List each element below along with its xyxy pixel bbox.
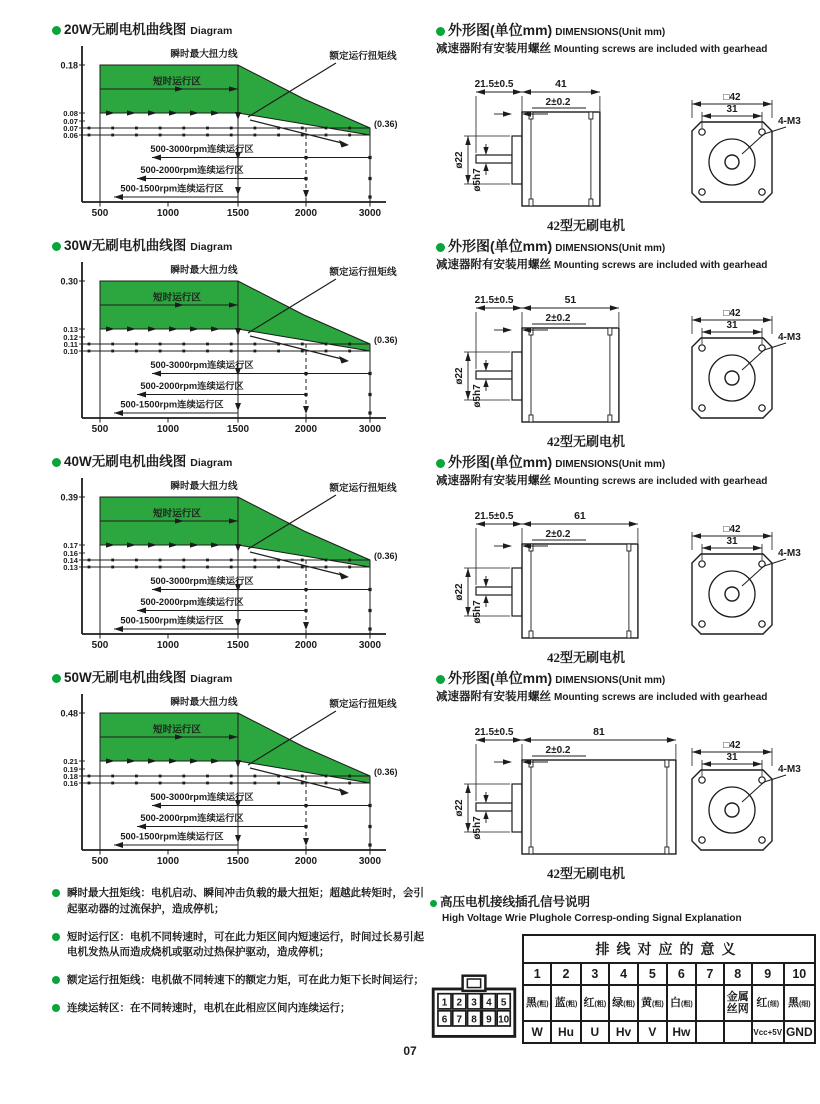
chart-title-text: 20W无刷电机曲线图 [64,22,187,37]
svg-text:短时运行区: 短时运行区 [153,76,201,88]
signal-cell: Vcc+5V [752,1021,784,1043]
svg-text:额定运行扭矩线: 额定运行扭矩线 [329,699,397,710]
svg-text:0.07: 0.07 [63,123,78,133]
pin-number-cell: 9 [752,963,784,985]
chart-title-en: Diagram [190,25,233,37]
bullet-icon [52,458,61,467]
bullet-icon [436,27,445,36]
svg-text:51: 51 [564,294,577,306]
note-item [52,1001,434,1017]
dim-subtitle-en: Mounting screws are included with gearhead [554,44,768,55]
outline-drawing-51 [436,272,806,450]
svg-text:ø22: ø22 [454,583,465,601]
dim-block-4 [436,668,814,884]
dim-subtitle-en: Mounting screws are included with gearhead [554,692,768,703]
chart-block-30w [52,236,430,452]
svg-text:0.16: 0.16 [63,548,78,558]
dim-title-en: DIMENSIONS(Unit mm) [555,243,666,254]
svg-text:21.5±0.5: 21.5±0.5 [474,295,514,306]
dim-title-cn: 外形图(单位mm) [448,670,553,686]
dim-subtitle-cn: 减速器附有安装用螺丝 [436,259,551,271]
signal-cell: U [581,1021,609,1043]
svg-text:0.08: 0.08 [63,108,78,118]
wire-color-cell: 红(粗) [581,985,609,1021]
svg-text:□42: □42 [723,308,741,319]
svg-text:瞬时最大扭力线: 瞬时最大扭力线 [170,265,238,276]
wire-color-cell: 黑(粗) [523,985,551,1021]
svg-text:31: 31 [726,536,738,547]
pin-number-cell: 2 [551,963,580,985]
svg-text:9: 9 [486,1014,492,1026]
svg-text:4-M3: 4-M3 [778,764,801,775]
outline-drawing-41 [436,56,806,234]
svg-text:(0.36): (0.36) [374,551,398,561]
chart-title-text: 50W无刷电机曲线图 [64,670,187,685]
bullet-icon [52,1004,60,1012]
dim-block-3 [436,452,814,668]
svg-text:短时运行区: 短时运行区 [153,292,201,304]
svg-text:(0.36): (0.36) [374,119,398,129]
pin-number-cell: 3 [581,963,609,985]
dim-block-1 [436,20,814,236]
svg-text:5: 5 [500,997,507,1009]
svg-text:42型无刷电机: 42型无刷电机 [546,866,626,881]
svg-text:0.18: 0.18 [60,60,78,71]
svg-text:ø5h7: ø5h7 [472,600,483,624]
svg-text:□42: □42 [723,524,741,535]
bullet-icon [52,976,60,984]
dim-title [436,236,814,256]
svg-text:1500: 1500 [226,424,250,435]
chart-title-text: 40W无刷电机曲线图 [64,454,187,469]
svg-text:0.13: 0.13 [63,562,78,572]
signal-cell: V [638,1021,666,1043]
charts-column [52,20,430,884]
note-text: 短时运行区：电机不同转速时，可在此力矩区间内短速运行，时间过长易引起电机发热从而造成烧机或驱动过热保护驱动，造成停机； [67,930,424,959]
svg-text:(0.36): (0.36) [374,767,398,777]
dim-subtitle-cn: 减速器附有安装用螺丝 [436,691,551,703]
note-item [52,886,434,918]
svg-text:额定运行扭矩线: 额定运行扭矩线 [329,267,397,278]
chart-title [52,668,430,688]
svg-text:0.17: 0.17 [63,540,78,550]
signal-cell: Hv [609,1021,638,1043]
wire-color-cell: 金属丝网 [724,985,752,1021]
svg-text:2000: 2000 [294,208,318,219]
svg-text:1000: 1000 [156,856,180,867]
svg-text:500-1500rpm连续运行区: 500-1500rpm连续运行区 [120,615,224,626]
bullet-icon [52,889,60,897]
signal-cell: W [523,1021,551,1043]
bullet-icon [436,675,445,684]
dim-title-cn: 外形图(单位mm) [448,454,553,470]
svg-text:(0.36): (0.36) [374,335,398,345]
dim-subtitle-cn: 减速器附有安装用螺丝 [436,43,551,55]
page-number: 07 [403,1044,417,1058]
svg-text:7: 7 [456,1014,463,1026]
pin-number-cell: 1 [523,963,551,985]
chart-title-en: Diagram [190,673,233,685]
chart-title-en: Diagram [190,457,233,469]
dim-subtitle [436,472,814,488]
wire-color-cell: 绿(粗) [609,985,638,1021]
bullet-icon [430,900,437,907]
svg-text:6: 6 [441,1014,448,1026]
chart-title [52,236,430,256]
note-item [52,973,434,989]
svg-text:500-2000rpm连续运行区: 500-2000rpm连续运行区 [140,597,244,607]
pin-number-cell: 6 [667,963,697,985]
svg-text:1500: 1500 [226,208,250,219]
plug-signal-section [430,894,816,1044]
svg-text:3000: 3000 [358,856,382,867]
svg-text:0.19: 0.19 [63,764,78,774]
plug-title-cn: 高压电机接线插孔信号说明 [440,895,591,909]
signal-cell [724,1021,752,1043]
svg-text:42型无刷电机: 42型无刷电机 [546,650,626,665]
svg-text:1000: 1000 [156,208,180,219]
svg-text:1000: 1000 [156,640,180,651]
pin-number-cell: 5 [638,963,666,985]
svg-text:500: 500 [91,208,109,219]
plug-row [430,934,816,1044]
torque-speed-chart-40w [52,472,427,664]
dim-title-en: DIMENSIONS(Unit mm) [555,675,666,686]
svg-text:21.5±0.5: 21.5±0.5 [474,727,514,738]
bullet-icon [52,933,60,941]
svg-text:0.39: 0.39 [60,492,78,503]
note-text: 瞬时最大扭矩线：电机启动、瞬间冲击负载的最大扭矩；超越此转矩时，会引起驱动器的过流保护，造成停机； [67,887,424,915]
svg-text:42型无刷电机: 42型无刷电机 [546,218,626,233]
pin-number-cell: 4 [609,963,638,985]
connector-icon [430,970,518,1044]
svg-text:2000: 2000 [294,424,318,435]
svg-text:3000: 3000 [358,424,382,435]
bullet-icon [436,459,445,468]
svg-text:0.21: 0.21 [63,756,78,766]
svg-text:3000: 3000 [358,640,382,651]
svg-text:42型无刷电机: 42型无刷电机 [546,434,626,449]
svg-text:81: 81 [593,726,605,738]
wire-color-cell: 白(粗) [667,985,697,1021]
chart-title-en: Diagram [190,241,233,253]
svg-text:31: 31 [726,752,738,763]
plug-title [430,894,816,911]
svg-text:3000: 3000 [358,208,382,219]
svg-text:4: 4 [486,997,492,1009]
svg-text:瞬时最大扭力线: 瞬时最大扭力线 [170,49,238,60]
svg-text:2±0.2: 2±0.2 [545,97,571,108]
wire-color-cell: 黄(粗) [638,985,666,1021]
dim-title [436,668,814,688]
bullet-icon [436,243,445,252]
svg-text:1500: 1500 [226,856,250,867]
svg-text:1000: 1000 [156,424,180,435]
torque-speed-chart-50w [52,688,427,880]
svg-text:4-M3: 4-M3 [778,116,801,127]
svg-text:10: 10 [498,1014,510,1026]
svg-text:0.13: 0.13 [63,324,78,334]
note-text: 连续运转区：在不同转速时，电机在此相应区间内连续运行； [67,1001,351,1014]
svg-text:500-3000rpm连续运行区: 500-3000rpm连续运行区 [150,144,254,154]
svg-text:31: 31 [726,104,738,115]
svg-text:0.12: 0.12 [63,332,78,342]
svg-text:0.07: 0.07 [63,116,78,126]
svg-text:0.18: 0.18 [63,771,78,781]
dim-block-2 [436,236,814,452]
pin-number-cell: 7 [696,963,723,985]
outline-drawing-61 [436,488,806,666]
dim-subtitle [436,688,814,704]
dim-subtitle [436,40,814,56]
svg-text:额定运行扭矩线: 额定运行扭矩线 [329,483,397,494]
note-text: 额定运行扭矩线：电机做不同转速下的额定力矩，可在此力矩下长时间运行； [67,974,424,986]
signal-cell [696,1021,723,1043]
svg-text:500: 500 [91,856,109,867]
svg-text:500-2000rpm连续运行区: 500-2000rpm连续运行区 [140,165,244,175]
svg-text:2000: 2000 [294,640,318,651]
torque-speed-chart-20w [52,40,427,232]
svg-text:500-1500rpm连续运行区: 500-1500rpm连续运行区 [120,183,224,194]
svg-text:500-3000rpm连续运行区: 500-3000rpm连续运行区 [150,576,254,586]
svg-text:2: 2 [456,997,463,1009]
svg-text:短时运行区: 短时运行区 [153,508,201,520]
plughole-table [522,934,816,1044]
svg-text:0.30: 0.30 [60,276,78,287]
signal-cell: GND [784,1021,815,1043]
svg-text:21.5±0.5: 21.5±0.5 [474,79,514,90]
dim-title-en: DIMENSIONS(Unit mm) [555,459,666,470]
dim-title [436,452,814,472]
dim-title [436,20,814,40]
chart-block-20w [52,20,430,236]
svg-text:ø5h7: ø5h7 [472,168,483,192]
dim-title-en: DIMENSIONS(Unit mm) [555,27,666,38]
dim-subtitle [436,256,814,272]
svg-text:500-3000rpm连续运行区: 500-3000rpm连续运行区 [150,360,254,370]
svg-text:□42: □42 [723,92,741,103]
chart-title [52,452,430,472]
bullet-icon [52,674,61,683]
notes-list [52,886,434,1029]
svg-text:2±0.2: 2±0.2 [545,745,571,756]
svg-text:0.48: 0.48 [60,708,78,719]
svg-text:2±0.2: 2±0.2 [545,529,571,540]
svg-text:500-3000rpm连续运行区: 500-3000rpm连续运行区 [150,792,254,802]
svg-text:0.11: 0.11 [63,339,78,349]
dim-subtitle-en: Mounting screws are included with gearhead [554,476,768,487]
svg-text:□42: □42 [723,740,741,751]
svg-text:500-1500rpm连续运行区: 500-1500rpm连续运行区 [120,399,224,410]
svg-text:41: 41 [555,78,567,90]
chart-block-50w [52,668,430,884]
svg-text:ø22: ø22 [454,367,465,385]
svg-text:4-M3: 4-M3 [778,548,801,559]
svg-text:3: 3 [471,997,477,1009]
svg-text:21.5±0.5: 21.5±0.5 [474,511,514,522]
svg-text:ø5h7: ø5h7 [472,384,483,408]
svg-text:2±0.2: 2±0.2 [545,313,571,324]
svg-text:瞬时最大扭力线: 瞬时最大扭力线 [170,697,238,708]
pin-number-cell: 8 [724,963,752,985]
bullet-icon [52,242,61,251]
svg-text:500: 500 [91,640,109,651]
svg-text:0.10: 0.10 [63,346,78,356]
svg-text:额定运行扭矩线: 额定运行扭矩线 [329,51,397,62]
pin-number-cell: 10 [784,963,815,985]
signal-cell: Hu [551,1021,580,1043]
svg-text:ø5h7: ø5h7 [472,816,483,840]
svg-text:500-2000rpm连续运行区: 500-2000rpm连续运行区 [140,813,244,823]
svg-text:1: 1 [441,997,448,1009]
svg-text:500-2000rpm连续运行区: 500-2000rpm连续运行区 [140,381,244,391]
svg-text:0.16: 0.16 [63,778,78,788]
svg-text:2000: 2000 [294,856,318,867]
svg-text:61: 61 [574,510,586,522]
dim-subtitle-cn: 减速器附有安装用螺丝 [436,475,551,487]
note-item [52,930,434,962]
svg-text:0.14: 0.14 [63,555,78,565]
svg-text:短时运行区: 短时运行区 [153,724,201,736]
dimensions-column [436,20,814,884]
table-header: 排线对应的意义 [523,935,815,963]
wire-color-cell: 蓝(粗) [551,985,580,1021]
svg-text:500: 500 [91,424,109,435]
wire-color-cell: 红(细) [752,985,784,1021]
chart-block-40w [52,452,430,668]
svg-text:瞬时最大扭力线: 瞬时最大扭力线 [170,481,238,492]
dim-subtitle-en: Mounting screws are included with gearhead [554,260,768,271]
svg-text:31: 31 [726,320,738,331]
svg-text:ø22: ø22 [454,799,465,817]
svg-text:4-M3: 4-M3 [778,332,801,343]
svg-text:ø22: ø22 [454,151,465,169]
bullet-icon [52,26,61,35]
svg-text:500-1500rpm连续运行区: 500-1500rpm连续运行区 [120,831,224,842]
torque-speed-chart-30w [52,256,427,448]
svg-text:1500: 1500 [226,640,250,651]
wire-color-cell: 黑(细) [784,985,815,1021]
wire-color-cell [696,985,723,1021]
dim-title-cn: 外形图(单位mm) [448,238,553,254]
chart-title-text: 30W无刷电机曲线图 [64,238,187,253]
chart-title [52,20,430,40]
svg-text:0.06: 0.06 [63,130,78,140]
signal-cell: Hw [667,1021,697,1043]
dim-title-cn: 外形图(单位mm) [448,22,553,38]
plug-subtitle: High Voltage Wrie Plughole Corresp-onding Signal Explanation [442,913,742,924]
outline-drawing-81 [436,704,806,882]
svg-text:8: 8 [471,1014,477,1026]
